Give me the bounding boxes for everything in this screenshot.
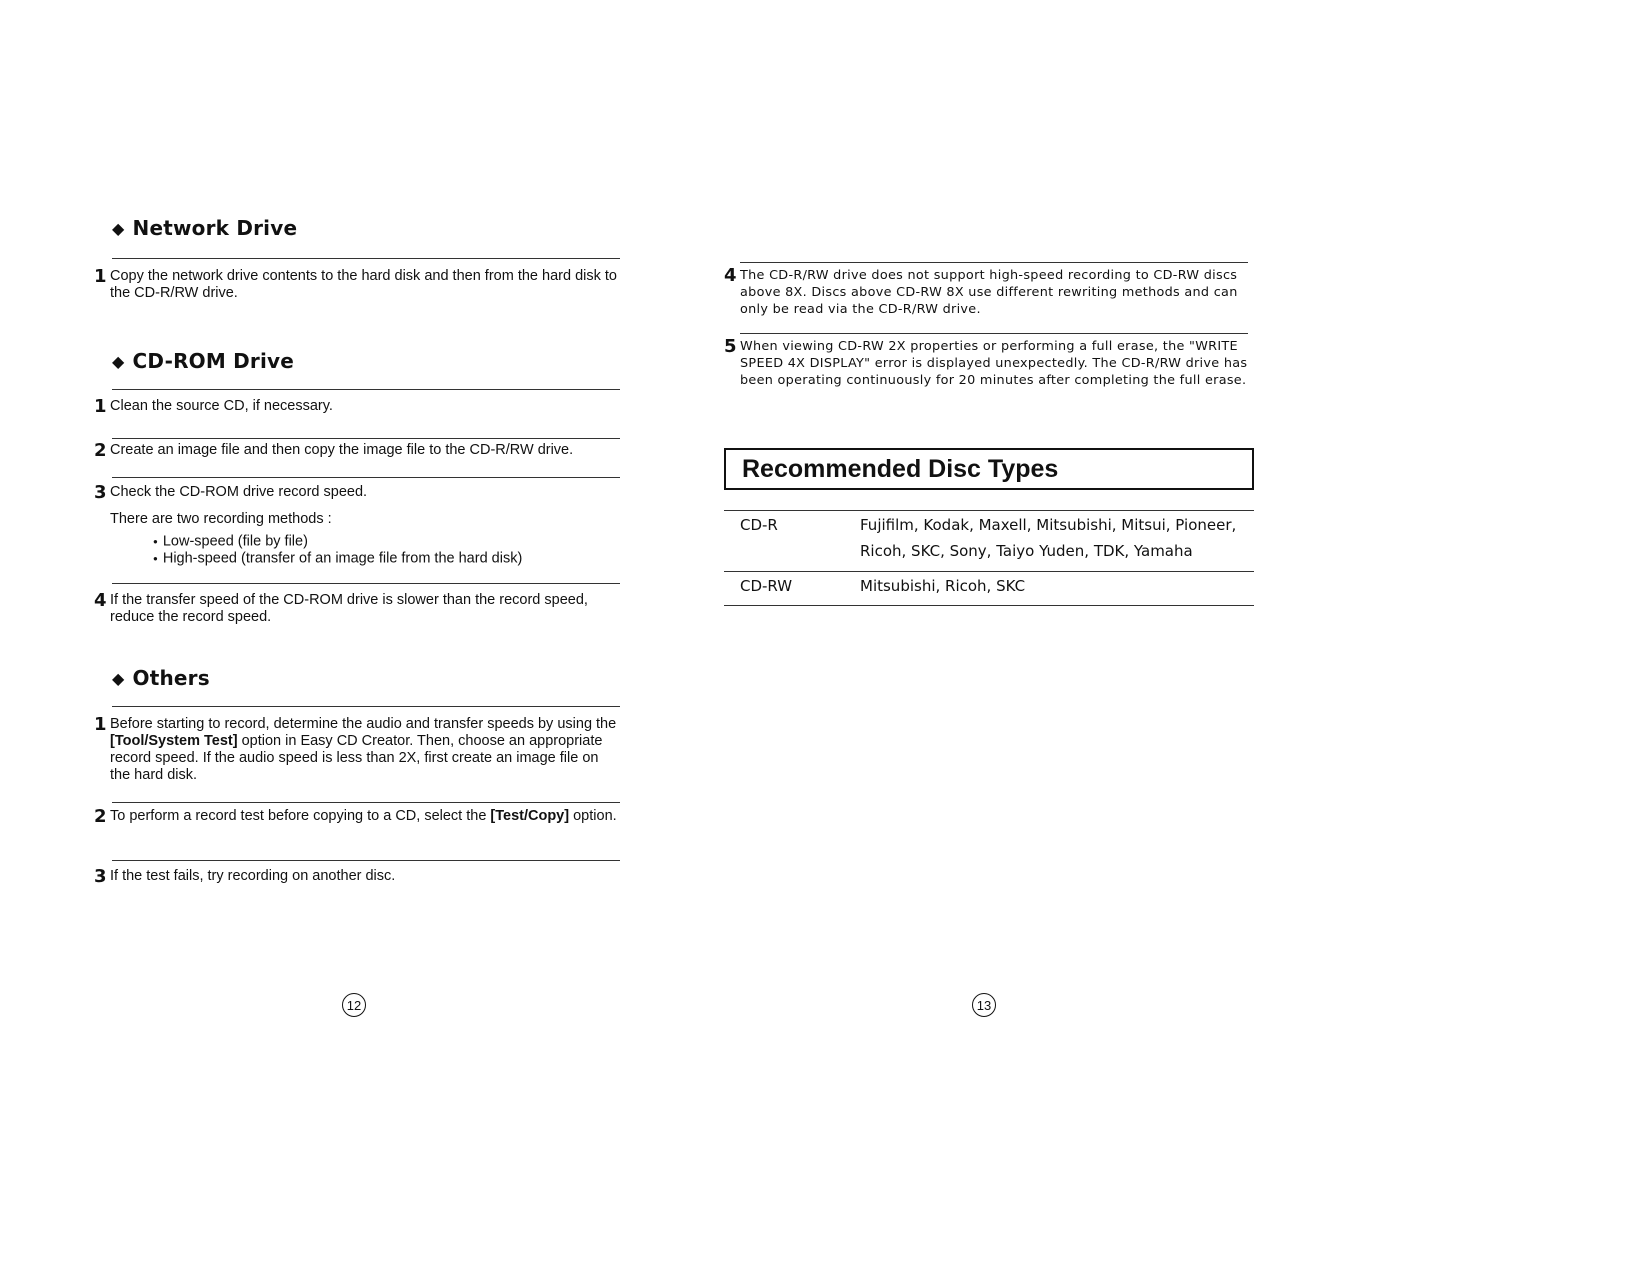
item-text: Clean the source CD, if necessary. [110,398,333,414]
others-item-1 [94,716,620,784]
item-text: Before starting to record, determine the audio and transfer speeds by using the [Tool/System Test] option in Easy CD Creator. Then, choose an appropriate record speed. If the audio speed is less than 2X, first create an image file on the hard disk. [110,716,617,783]
network-drive-item-1 [94,268,620,302]
item-number: 3 [94,866,107,887]
method-item: ● Low-speed (file by file) [153,533,522,550]
diamond-bullet-icon: ◆ [112,218,125,238]
item-text: When viewing CD-RW 2X properties or performing a full erase, the "WRITE SPEED 4X DISPLAY" error is displayed unexpectedly. The CD-R/RW drive has been operating continuously for 20 minutes after completing the full erase. [740,339,1248,388]
page-number: 13 [972,993,996,1017]
disc-type: CD-RW [740,577,793,595]
item-text: To perform a record test before copying to a CD, select the [Test/Copy] option. [110,808,617,824]
cdrom-item-3 [94,484,620,502]
divider [112,389,620,390]
diamond-bullet-icon: ◆ [112,668,125,688]
item-number: 1 [94,714,107,735]
item-number: 2 [94,806,107,827]
item-text: Create an image file and then copy the image file to the CD-R/RW drive. [110,442,574,458]
page-number: 12 [342,993,366,1017]
divider [112,477,620,478]
cdrom-item-1 [94,398,620,416]
item-number: 1 [94,396,107,417]
divider [740,262,1248,263]
cdrom-drive-title: CD-ROM Drive [132,349,295,373]
note-item-5 [724,338,1248,389]
item-text: If the test fails, try recording on another disc. [110,868,396,884]
item-number: 4 [94,590,107,611]
cdrom-item-4 [94,592,620,626]
table-row-rule [724,571,1254,572]
recommended-disc-types-title: Recommended Disc Types [724,448,1254,490]
cdrom-drive-heading [112,349,294,373]
item-number: 4 [724,265,737,286]
note-item-4 [724,267,1248,318]
method-item: ● High-speed (transfer of an image file from the hard disk) [153,550,522,567]
methods-list [153,533,522,568]
item-text: Check the CD-ROM drive record speed. [110,484,368,500]
item-text: If the transfer speed of the CD-ROM drive is slower than the record speed, reduce the record speed. [110,592,588,625]
divider [112,438,620,439]
table-row [724,573,1250,599]
diamond-bullet-icon: ◆ [112,351,125,371]
divider [740,333,1248,334]
disc-type: CD-R [740,516,778,534]
cdrom-item-2 [94,442,620,460]
item-number: 2 [94,440,107,461]
divider [112,860,620,861]
item-number: 1 [94,266,107,287]
disc-brands: Fujifilm, Kodak, Maxell, Mitsubishi, Mitsui, Pioneer, Ricoh, SKC, Sony, Taiyo Yuden, TDK, Yamaha [860,516,1237,560]
others-item-3 [94,868,620,886]
network-drive-heading [112,216,297,240]
item-number: 5 [724,336,737,357]
item-text: The CD-R/RW drive does not support high-speed recording to CD-RW discs above 8X. Discs above CD-RW 8X use different rewriting methods and can only be read via the CD-R/RW drive. [740,268,1238,317]
divider [112,706,620,707]
others-heading [112,666,210,690]
right-page [724,0,1648,1274]
item-text: Copy the network drive contents to the hard disk and then from the hard disk to the CD-R/RW drive. [110,268,617,301]
disc-brands: Mitsubishi, Ricoh, SKC [860,577,1026,595]
divider [112,583,620,584]
others-title: Others [132,666,210,690]
divider [112,802,620,803]
methods-intro: There are two recording methods : [110,511,332,527]
table-row [724,512,1250,564]
item-number: 3 [94,482,107,503]
others-item-2 [94,808,620,826]
table-bottom-rule [724,605,1254,606]
table-top-rule [724,510,1254,511]
network-drive-title: Network Drive [132,216,298,240]
divider [112,258,620,259]
